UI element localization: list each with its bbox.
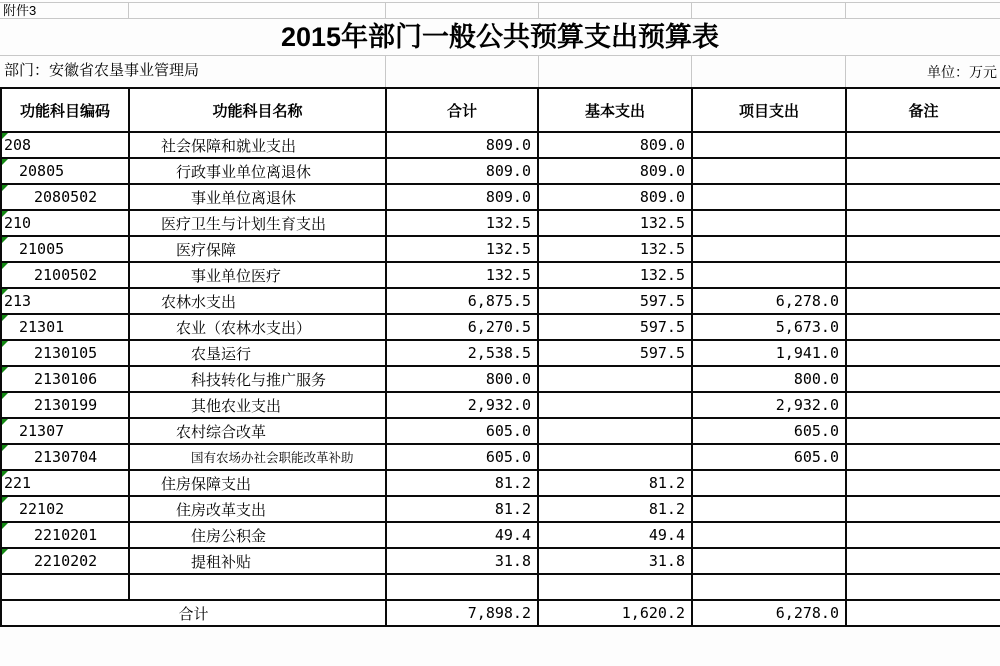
cell-basic[interactable] [538,314,692,340]
cell-name[interactable] [129,496,386,522]
cell-total[interactable] [386,288,538,314]
gridline [538,55,539,89]
error-indicator-icon [2,419,8,425]
cell-name[interactable] [129,470,386,496]
total-row [1,600,1000,626]
cell-basic[interactable] [538,288,692,314]
cell-code[interactable] [1,496,129,522]
error-indicator-icon [2,341,8,347]
cell-basic-text: 49.4 [648,526,685,544]
cell-name[interactable] [129,132,386,158]
cell-project[interactable] [692,132,846,158]
cell-code[interactable] [1,574,129,600]
total-label-cell-text: 合计 [178,605,209,623]
cell-name-text: 事业单位离退休 [191,189,297,207]
cell-project-text: 605.0 [793,422,839,440]
table-row [1,522,1000,548]
total-total-cell[interactable] [386,600,538,626]
cell-basic-text: 809.0 [639,136,685,154]
cell-code[interactable] [1,522,129,548]
cell-total[interactable] [386,470,538,496]
table-row [1,210,1000,236]
cell-name[interactable] [129,522,386,548]
cell-name[interactable] [129,366,386,392]
cell-name[interactable] [129,444,386,470]
cell-project[interactable] [692,522,846,548]
cell-basic-text: 597.5 [639,292,685,310]
cell-project-text: 800.0 [793,370,839,388]
table-row [1,418,1000,444]
cell-basic-text: 597.5 [639,344,685,362]
table-row [1,470,1000,496]
cell-basic-text: 132.5 [639,266,685,284]
cell-code[interactable] [1,314,129,340]
cell-total-text: 809.0 [485,162,531,180]
cell-project[interactable] [692,548,846,574]
cell-project-text: 1,941.0 [775,344,839,362]
error-indicator-icon [2,471,8,477]
header-cell-remark[interactable]: 备注 [846,88,1000,132]
error-indicator-icon [2,237,8,243]
header-cell-project[interactable]: 项目支出 [692,88,846,132]
cell-project[interactable] [692,418,846,444]
total-total-cell-text: 7,898.2 [467,604,531,622]
cell-total-text: 605.0 [485,422,531,440]
cell-code[interactable] [1,288,129,314]
cell-name-text: 农垦运行 [191,345,252,363]
cell-code-text: 2130105 [34,344,98,362]
gridline [385,2,386,18]
cell-total[interactable] [386,262,538,288]
cell-remark[interactable] [846,392,1000,418]
cell-project[interactable] [692,288,846,314]
cell-project[interactable] [692,340,846,366]
cell-total[interactable] [386,158,538,184]
total-project-cell[interactable] [692,600,846,626]
cell-basic[interactable] [538,522,692,548]
cell-basic-text: 809.0 [639,162,685,180]
table-row [1,132,1000,158]
cell-basic[interactable] [538,340,692,366]
header-cell-name[interactable]: 功能科目名称 [129,88,386,132]
cell-code[interactable] [1,392,129,418]
cell-project[interactable] [692,262,846,288]
cell-name[interactable] [129,184,386,210]
cell-project[interactable] [692,158,846,184]
table-row [1,496,1000,522]
cell-basic[interactable] [538,262,692,288]
cell-code[interactable] [1,132,129,158]
cell-total-text: 2,538.5 [467,344,531,362]
error-indicator-icon [2,159,8,165]
error-indicator-icon [2,133,8,139]
cell-code-text: 22102 [19,500,65,518]
cell-remark[interactable] [846,262,1000,288]
cell-remark[interactable] [846,522,1000,548]
cell-basic-text: 132.5 [639,240,685,258]
table-row [1,184,1000,210]
cell-remark[interactable] [846,132,1000,158]
table-row [1,158,1000,184]
cell-basic[interactable] [538,132,692,158]
cell-remark[interactable] [846,366,1000,392]
cell-total[interactable] [386,574,538,600]
total-basic-cell[interactable] [538,600,692,626]
cell-remark[interactable] [846,340,1000,366]
cell-project[interactable] [692,184,846,210]
cell-total-text: 6,875.5 [467,292,531,310]
cell-total-text: 6,270.5 [467,318,531,336]
cell-total[interactable] [386,496,538,522]
error-indicator-icon [2,263,8,269]
cell-project[interactable] [692,496,846,522]
error-indicator-icon [2,315,8,321]
cell-total-text: 49.4 [494,526,531,544]
cell-name-text: 其他农业支出 [191,397,282,415]
cell-remark[interactable] [846,470,1000,496]
cell-project-text: 605.0 [793,448,839,466]
cell-basic[interactable] [538,392,692,418]
cell-basic[interactable] [538,418,692,444]
gridline [0,55,1000,56]
cell-name-text: 国有农场办社会职能改革补助 [191,451,354,465]
cell-project[interactable] [692,236,846,262]
cell-name[interactable] [129,236,386,262]
cell-code[interactable] [1,340,129,366]
cell-basic[interactable] [538,470,692,496]
cell-project[interactable] [692,314,846,340]
cell-remark[interactable] [846,210,1000,236]
cell-remark[interactable] [846,444,1000,470]
cell-code-text: 213 [4,292,32,310]
cell-code[interactable] [1,236,129,262]
cell-code-text: 21301 [19,318,65,336]
error-indicator-icon [2,523,8,529]
cell-name[interactable] [129,288,386,314]
cell-code-text: 2130704 [34,448,98,466]
error-indicator-icon [2,185,8,191]
header-row [1,88,1000,132]
cell-basic-text: 132.5 [639,214,685,232]
cell-name-text: 农业（农林水支出） [176,319,312,337]
cell-code-text: 2210202 [34,552,98,570]
cell-code[interactable] [1,184,129,210]
cell-code-text: 221 [4,474,32,492]
cell-basic[interactable] [538,158,692,184]
cell-total[interactable] [386,184,538,210]
cell-total[interactable] [386,392,538,418]
cell-total-text: 809.0 [485,136,531,154]
cell-name-text: 科技转化与推广服务 [191,371,327,389]
table-row [1,262,1000,288]
cell-project[interactable] [692,366,846,392]
total-project-cell-text: 6,278.0 [775,604,839,622]
budget-table [0,87,1000,627]
cell-total[interactable] [386,418,538,444]
cell-name[interactable] [129,158,386,184]
table-row [1,548,1000,574]
top-section [0,0,1000,89]
gridline [845,55,846,89]
cell-name[interactable] [129,262,386,288]
cell-code[interactable] [1,262,129,288]
cell-name[interactable] [129,314,386,340]
cell-name-text: 农村综合改革 [176,423,267,441]
cell-basic[interactable] [538,210,692,236]
table-row [1,288,1000,314]
cell-name-text: 医疗卫生与计划生育支出 [161,215,327,233]
cell-code-text: 208 [4,136,32,154]
cell-code[interactable] [1,444,129,470]
total-label-cell[interactable] [1,600,386,626]
cell-total-text: 31.8 [494,552,531,570]
cell-remark[interactable] [846,288,1000,314]
cell-code-text: 2080502 [34,188,98,206]
cell-total-text: 605.0 [485,448,531,466]
cell-name[interactable] [129,418,386,444]
table-row [1,236,1000,262]
cell-remark[interactable] [846,418,1000,444]
attachment-label[interactable]: 附件3 [3,3,37,18]
cell-total[interactable] [386,340,538,366]
budget-table-body [1,132,1000,626]
header-cell-code[interactable]: 功能科目编码 [1,88,129,132]
cell-total-text: 81.2 [494,500,531,518]
cell-total-text: 132.5 [485,214,531,232]
cell-total[interactable] [386,132,538,158]
unit-label[interactable]: 单位：万元 [927,64,997,80]
cell-basic-text: 809.0 [639,188,685,206]
cell-total[interactable] [386,444,538,470]
cell-project-text: 6,278.0 [775,292,839,310]
cell-project-text: 5,673.0 [775,318,839,336]
error-indicator-icon [2,497,8,503]
cell-name-text: 社会保障和就业支出 [161,137,297,155]
table-row [1,444,1000,470]
gridline [0,2,1000,3]
error-indicator-icon [2,289,8,295]
error-indicator-icon [2,211,8,217]
cell-name-text: 提租补贴 [191,553,252,571]
cell-name-text: 事业单位医疗 [191,267,282,285]
table-row [1,392,1000,418]
cell-basic[interactable] [538,366,692,392]
cell-name[interactable] [129,548,386,574]
cell-project-text: 2,932.0 [775,396,839,414]
cell-project[interactable] [692,444,846,470]
cell-basic[interactable] [538,184,692,210]
total-remark-cell[interactable] [846,600,1000,626]
cell-code-text: 2210201 [34,526,98,544]
cell-total-text: 132.5 [485,240,531,258]
cell-basic[interactable] [538,236,692,262]
cell-remark[interactable] [846,314,1000,340]
cell-code[interactable] [1,366,129,392]
empty-row [1,574,1000,600]
total-basic-cell-text: 1,620.2 [621,604,685,622]
table-row [1,366,1000,392]
cell-name[interactable] [129,210,386,236]
cell-code-text: 21005 [19,240,65,258]
table-row [1,340,1000,366]
cell-total[interactable] [386,366,538,392]
cell-total[interactable] [386,548,538,574]
department-label[interactable]: 部门：安徽省农垦事业管理局 [4,62,200,79]
gridline [385,55,386,89]
cell-basic-text: 81.2 [648,474,685,492]
cell-name-text: 行政事业单位离退休 [176,163,312,181]
cell-code-text: 20805 [19,162,65,180]
cell-remark[interactable] [846,574,1000,600]
cell-remark[interactable] [846,236,1000,262]
gridline [538,2,539,18]
cell-total[interactable] [386,522,538,548]
cell-total-text: 809.0 [485,188,531,206]
cell-total-text: 2,932.0 [467,396,531,414]
cell-basic[interactable] [538,444,692,470]
table-row [1,314,1000,340]
cell-code-text: 2100502 [34,266,98,284]
cell-total[interactable] [386,236,538,262]
gridline [845,2,846,18]
cell-code-text: 210 [4,214,32,232]
cell-code[interactable] [1,158,129,184]
error-indicator-icon [2,445,8,451]
cell-basic-text: 597.5 [639,318,685,336]
cell-remark[interactable] [846,496,1000,522]
cell-project[interactable] [692,574,846,600]
gridline [128,2,129,18]
cell-basic[interactable] [538,496,692,522]
cell-name-text: 医疗保障 [176,241,237,259]
cell-remark[interactable] [846,184,1000,210]
cell-basic-text: 81.2 [648,500,685,518]
cell-code-text: 2130106 [34,370,98,388]
cell-basic-text: 31.8 [648,552,685,570]
page-title: 2015年部门一般公共预算支出预算表 [280,22,720,52]
cell-name-text: 住房保障支出 [161,475,252,493]
cell-code[interactable] [1,470,129,496]
error-indicator-icon [2,549,8,555]
cell-basic[interactable] [538,548,692,574]
cell-project[interactable] [692,210,846,236]
cell-code[interactable] [1,210,129,236]
cell-name-text: 农林水支出 [161,293,237,311]
cell-name-text: 住房公积金 [191,527,267,545]
gridline [691,2,692,18]
header-cell-basic[interactable]: 基本支出 [538,88,692,132]
cell-total-text: 132.5 [485,266,531,284]
cell-code-text: 2130199 [34,396,98,414]
header-cell-total[interactable]: 合计 [386,88,538,132]
cell-code[interactable] [1,418,129,444]
cell-total[interactable] [386,314,538,340]
cell-total-text: 800.0 [485,370,531,388]
cell-name-text: 住房改革支出 [176,501,267,519]
error-indicator-icon [2,367,8,373]
cell-remark[interactable] [846,158,1000,184]
cell-name[interactable] [129,574,386,600]
cell-name[interactable] [129,340,386,366]
cell-total[interactable] [386,210,538,236]
cell-project[interactable] [692,470,846,496]
cell-code-text: 21307 [19,422,65,440]
cell-code[interactable] [1,548,129,574]
cell-project[interactable] [692,392,846,418]
cell-basic[interactable] [538,574,692,600]
error-indicator-icon [2,393,8,399]
cell-total-text: 81.2 [494,474,531,492]
cell-name[interactable] [129,392,386,418]
gridline [691,55,692,89]
cell-remark[interactable] [846,548,1000,574]
